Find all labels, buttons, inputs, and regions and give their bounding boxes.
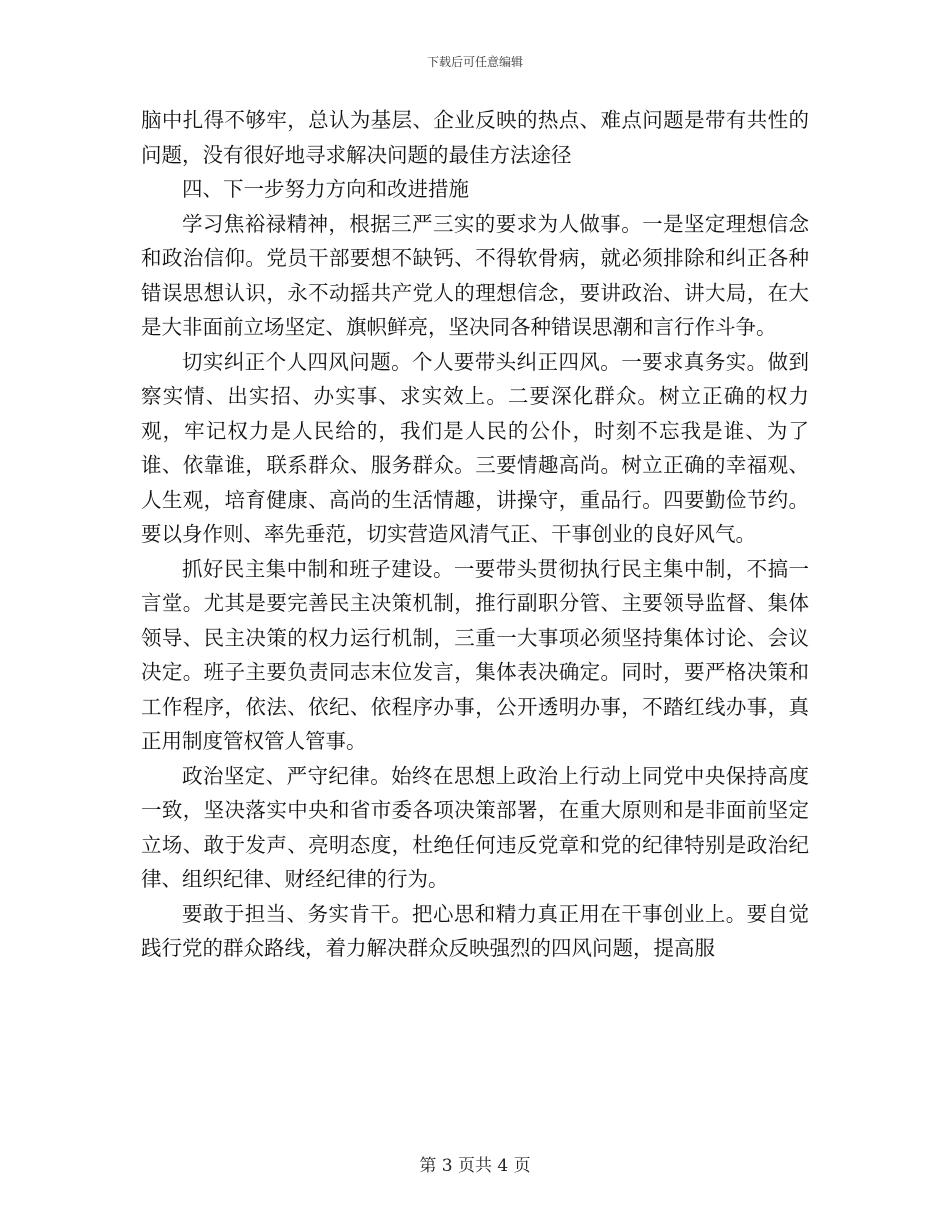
page-header: 下载后可任意编辑 (426, 55, 523, 69)
section-heading: 四、下一步努力方向和改进措施 (182, 177, 469, 201)
paragraph: 抓好民主集中制和班子建设。一要带头贯彻执行民主集中制，不搞一言堂。尤其是要完善民主决策机制，推行副职分管、主要领导监督、集体领导、民主决策的权力运行机制，三重一大事项必须坚持集体讨论、会议决定。班子主要负责同志末位发言，集体表决确定。同时，要严格决策和工作程序，依法、依纪、依程序办事，公开透明办事，不踏红线办事，真正用制度管权管人管事。 (141, 556, 809, 753)
document-body (141, 103, 809, 966)
paragraph: 要敢于担当、务实肯干。把心思和精力真正用在干事创业上。要自觉践行党的群众路线，着力解决群众反映强烈的四风问题，提高服 (141, 901, 809, 960)
paragraph: 政治坚定、严守纪律。始终在思想上政治上行动上同党中央保持高度一致，坚决落实中央和省市委各项决策部署，在重大原则和是非面前坚定立场、敢于发声、亮明态度，杜绝任何违反党章和党的纪律特别是政治纪律、组织纪律、财经纪律的行为。 (141, 763, 809, 891)
paragraph: 学习焦裕禄精神，根据三严三实的要求为人做事。一是坚定理想信念和政治信仰。党员干部要想不缺钙、不得软骨病，就必须排除和纠正各种错误思想认识，永不动摇共产党人的理想信念，要讲政治、讲大局，在大是大非面前立场坚定、旗帜鲜亮，坚决同各种错误思潮和言行作斗争。 (141, 211, 809, 339)
paragraph-continued: 脑中扎得不够牢，总认为基层、企业反映的热点、难点问题是带有共性的问题，没有很好地寻求解决问题的最佳方法途径 (141, 108, 809, 167)
paragraph: 切实纠正个人四风问题。个人要带头纠正四风。一要求真务实。做到察实情、出实招、办实事、求实效上。二要深化群众。树立正确的权力观，牢记权力是人民给的，我们是人民的公仆，时刻不忘我是谁、为了谁、依靠谁，联系群众、服务群众。三要情趣高尚。树立正确的幸福观、人生观，培育健康、高尚的生活情趣，讲操守，重品行。四要勤俭节约。要以身作则、率先垂范，切实营造风清气正、干事创业的良好风气。 (141, 349, 809, 546)
page-footer: 第 3 页共 4 页 (419, 1156, 531, 1176)
